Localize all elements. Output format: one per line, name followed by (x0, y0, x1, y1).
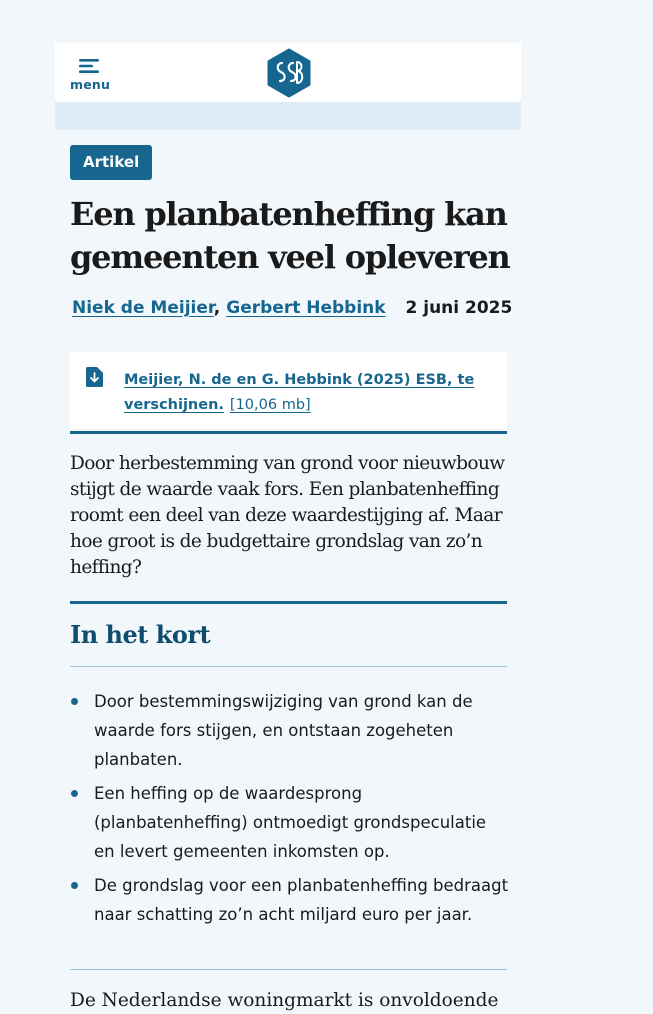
download-link[interactable]: Meijier, N. de en G. Hebbink (2025) ESB, te verschijnen. (124, 372, 475, 413)
article-lead: Door herbestemming van grond voor nieuwbouw stijgt de waarde vaak fors. Een planbatenheffing roomt een deel van deze waardestijging af. Maar hoe groot is de budgettaire grondslag van zo’n heffing? (70, 453, 505, 578)
menu-button[interactable] (70, 57, 110, 93)
list-item-text: De grondslag voor een planbatenheffing bedraagt naar schatting zo’n acht miljard euro per jaar. (94, 876, 509, 924)
in-het-kort-top-rule (70, 666, 507, 667)
article-type-badge[interactable]: Artikel (70, 145, 152, 180)
author-separator: , (213, 298, 221, 318)
article-meta (72, 296, 512, 320)
in-het-kort-title: In het kort (70, 620, 211, 649)
hamburger-icon (79, 59, 101, 73)
bullet-dot (71, 882, 78, 889)
list-item (70, 779, 510, 866)
list-item-text: Een heffing op de waardesprong (planbatenheffing) ontmoedigt grondspeculatie en levert gemeenten inkomsten op. (94, 784, 487, 861)
download-box (70, 352, 507, 434)
list-item (70, 687, 510, 774)
file-download-icon (86, 367, 103, 387)
esb-logo[interactable] (266, 48, 312, 98)
author-link-2[interactable]: Gerbert Hebbink (226, 298, 386, 318)
bullet-dot (71, 698, 78, 705)
download-filesize[interactable]: [10,06 mb] (229, 397, 311, 413)
bullet-dot (71, 790, 78, 797)
section-divider (70, 601, 507, 604)
author-link-1[interactable]: Niek de Meijier (72, 298, 214, 318)
in-het-kort-list (70, 687, 510, 934)
menu-label: menu (70, 77, 111, 92)
in-het-kort-bottom-rule (70, 969, 507, 970)
article-body-paragraph: De Nederlandse woningmarkt is onvoldoende (70, 990, 499, 1011)
article-title: Een planbatenheffing kan gemeenten veel opleveren (70, 195, 510, 276)
list-item (70, 871, 510, 929)
list-item-text: Door bestemmingswijziging van grond kan de waarde fors stijgen, en ontstaan zogeheten planbaten. (94, 692, 473, 769)
publish-date: 2 juni 2025 (405, 298, 513, 318)
header-band (55, 102, 521, 130)
site-header (55, 43, 521, 102)
download-text (124, 368, 484, 418)
